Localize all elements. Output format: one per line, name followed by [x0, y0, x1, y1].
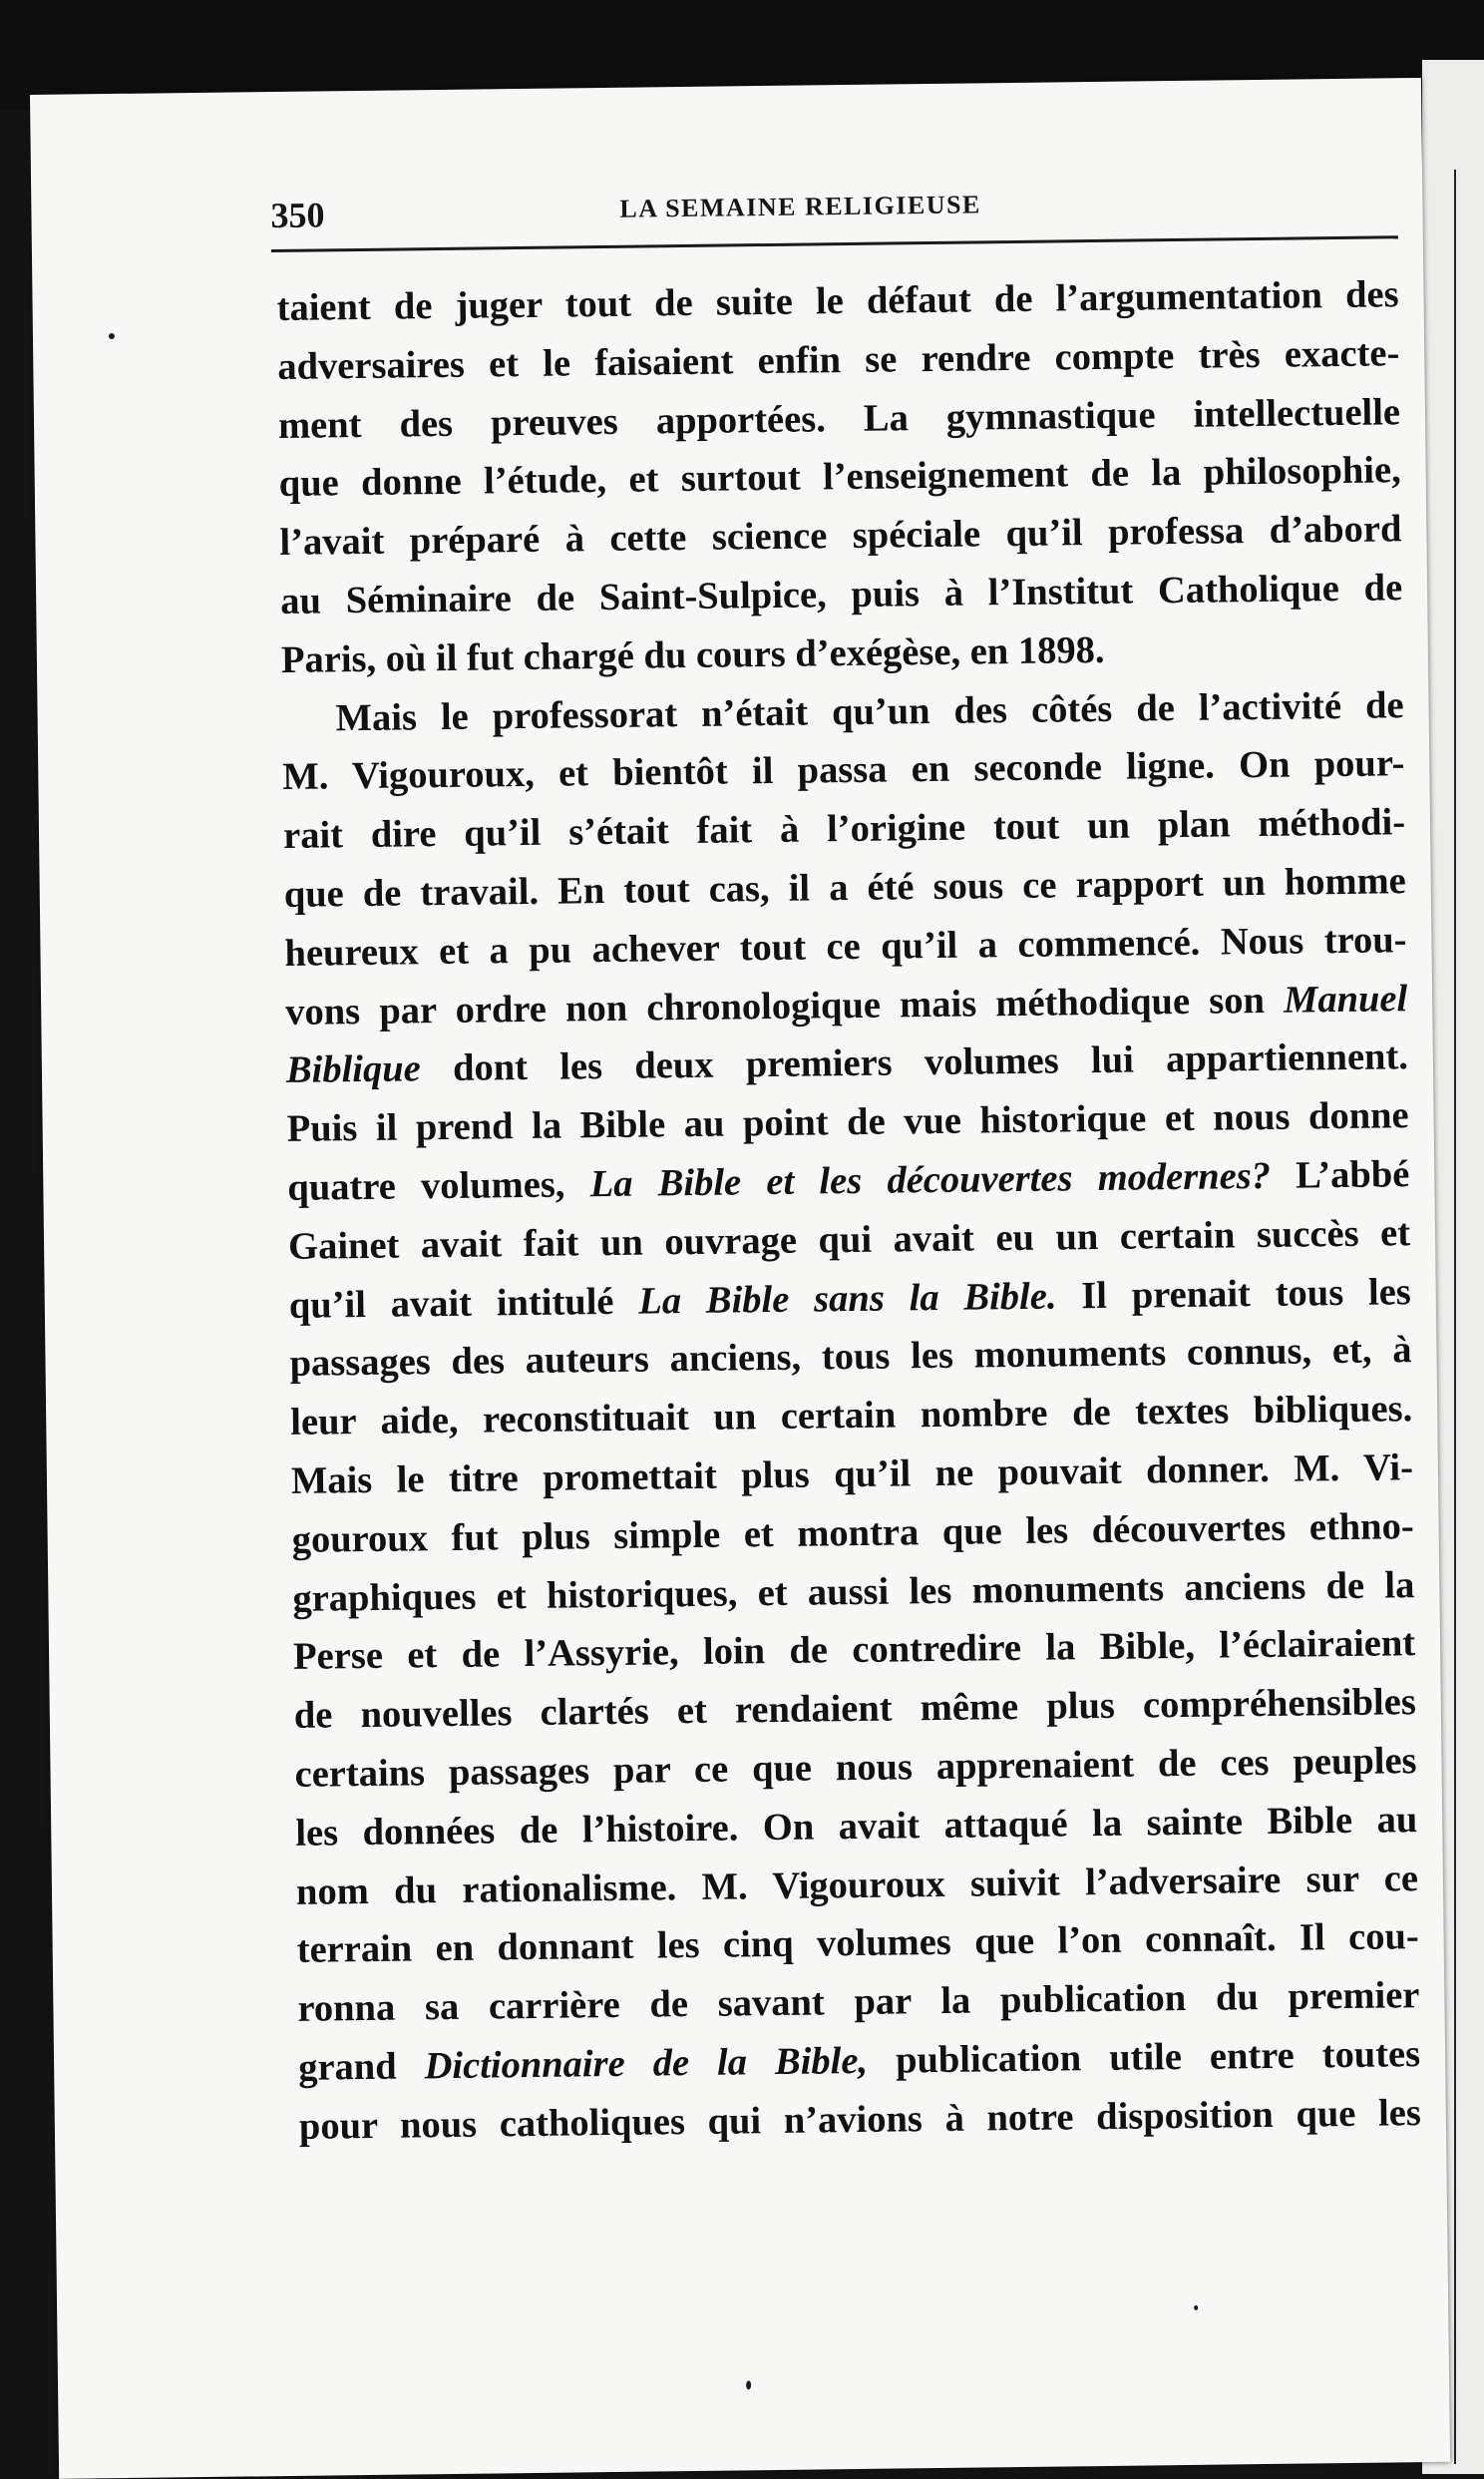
text-line: ment des preuves apportées. La gymnastique intellectuelle: [277, 390, 1401, 447]
text-line: adversaires et le faisaient enfin se rendre compte très exacte-: [277, 332, 1400, 388]
book-title-italic: Manuel: [1283, 977, 1408, 1022]
text-segment: L’abbé: [1295, 1153, 1410, 1197]
text-line: passages des auteurs anciens, tous les monuments connus, et, à: [289, 1329, 1412, 1386]
text-line: l’avait préparé à cette science spéciale qu’il professa d’abord: [279, 508, 1402, 565]
text-line: de nouvelles clartés et rendaient même plus compréhensibles: [293, 1681, 1417, 1738]
page-number: 350: [270, 195, 325, 236]
text-line: rait dire qu’il s’était fait à l’origine tout un plan méthodi-: [282, 801, 1406, 858]
text-segment: qu’il avait intitulé: [288, 1280, 614, 1327]
text-segment: publication utile entre toutes: [895, 2033, 1421, 2082]
text-segment: vons par ordre non chronologique mais méthodique son: [284, 979, 1266, 1033]
text-line: pour nous catholiques qui n’avions à notre disposition que les: [298, 2091, 1422, 2148]
text-segment: dont les deux premiers volumes lui appartiennent.: [452, 1035, 1409, 1090]
book-title-italic: Dictionnaire de la Bible,: [424, 2039, 869, 2088]
book-page: [30, 78, 1450, 2479]
text-line: les données de l’histoire. On avait attaqué la sainte Bible au: [295, 1798, 1418, 1855]
text-line: que de travail. En tout cas, il a été sous ce rapport un homme: [283, 860, 1406, 916]
page-header: [270, 173, 1398, 246]
text-line: Gainet avait fait un ouvrage qui avait eu un certain succès et: [287, 1211, 1411, 1268]
text-line: taient de juger tout de suite le défaut de l’argumentation des: [276, 273, 1399, 329]
book-title-italic: La Bible et les découvertes modernes?: [589, 1154, 1272, 1206]
text-line: ronna sa carrière de savant par la publication du premier: [297, 1974, 1420, 2030]
text-line: leur aide, reconstituait un certain nombre de textes bibliques.: [290, 1388, 1413, 1445]
ink-speck: [1194, 2305, 1198, 2310]
text-line: Paris, où il fut chargé du cours d’exégèse, en 1898.: [280, 628, 1105, 681]
text-line: au Séminaire de Saint-Sulpice, puis à l’Institut Catholique de: [279, 567, 1403, 622]
text-segment: grand: [297, 2045, 397, 2089]
text-line: gouroux fut plus simple et montra que les découvertes ethno-: [291, 1504, 1414, 1561]
running-title: LA SEMAINE RELIGIEUSE: [619, 190, 981, 223]
text-line: terrain en donnant les cinq volumes que l’on connaît. Il cou-: [296, 1915, 1419, 1972]
text-segment: Il prenait tous les: [1081, 1270, 1412, 1317]
book-title-italic: Biblique: [285, 1047, 421, 1092]
book-gutter-line: [1454, 170, 1456, 2464]
text-line: que donne l’étude, et surtout l’enseignement de la philosophie,: [278, 449, 1401, 506]
text-segment: quatre volumes,: [287, 1163, 565, 1209]
text-line: Mais le professorat n’était qu’un des côtés de l’activité de: [335, 683, 1404, 739]
text-line: Puis il prend la Bible au point de vue historique et nous donne: [286, 1094, 1409, 1151]
ink-speck: [109, 333, 115, 339]
text-line: Mais le titre promettait plus qu’il ne pouvait donner. M. Vi-: [290, 1446, 1414, 1502]
body-text: [276, 265, 1421, 2156]
text-line: nom du rationalisme. M. Vigouroux suivit l’adversaire sur ce: [295, 1857, 1419, 1913]
book-title-italic: La Bible sans la Bible.: [638, 1275, 1057, 1323]
text-line: M. Vigouroux, et bientôt il passa en seconde ligne. On pour-: [282, 742, 1405, 799]
text-line: graphiques et historiques, et aussi les monuments anciens de la: [292, 1563, 1415, 1620]
text-line: Perse et de l’Assyrie, loin de contredire la Bible, l’éclairaient: [292, 1622, 1416, 1679]
text-line: heureux et a pu achever tout ce qu’il a commencé. Nous trou-: [284, 918, 1407, 975]
text-line: certains passages par ce que nous apprenaient de ces peuples: [294, 1740, 1417, 1796]
ink-speck: [746, 2380, 751, 2389]
